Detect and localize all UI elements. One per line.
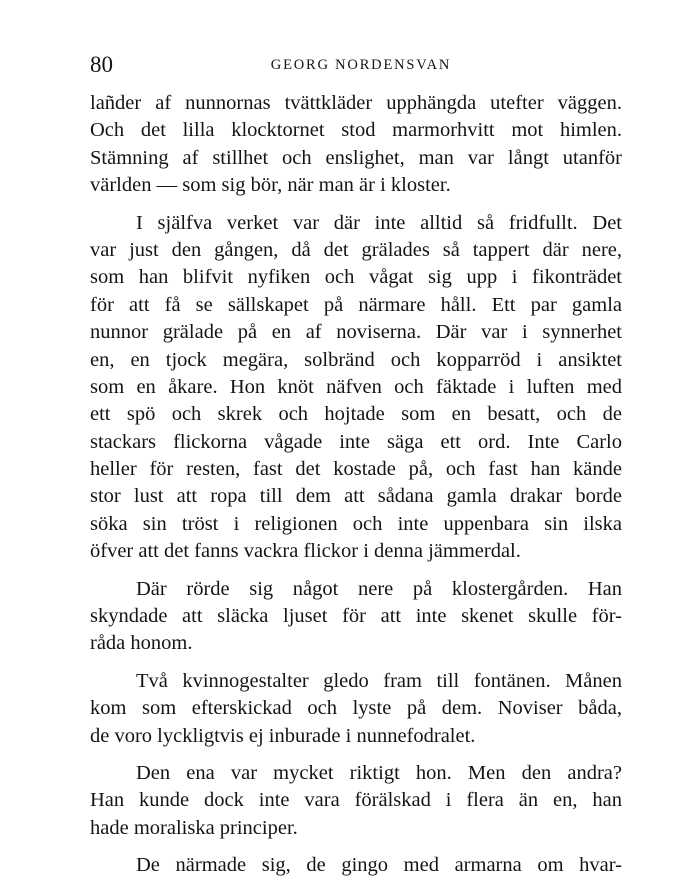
text-line: kom som efterskickad och lyste på dem. Noviser båda, <box>90 697 622 720</box>
running-head <box>90 50 622 80</box>
text-line: Den ena var mycket riktigt hon. Men den andra? <box>136 761 622 784</box>
page-number: 80 <box>90 52 113 77</box>
text-line: söka sin tröst i religionen och inte uppenbara sin ilska <box>90 512 622 535</box>
paragraph <box>90 852 622 879</box>
text-line: Och det lilla klocktornet stod marmorhvitt mot himlen. <box>90 119 622 142</box>
paragraph <box>90 668 622 750</box>
text-line: stor lust att ropa till dem att sådana gamla drakar borde <box>90 485 622 508</box>
text-line: som en åkare. Hon knöt näfven och fäktade i luften med <box>90 375 622 398</box>
paragraph <box>90 90 622 200</box>
text-line: ett spö och skrek och hojtade som en besatt, och de <box>90 403 622 426</box>
running-title: GEORG NORDENSVAN <box>270 57 452 73</box>
text-line: heller för resten, fast det kostade på, och fast han kände <box>90 458 622 481</box>
text-line: hade moraliska principer. <box>90 816 298 839</box>
text-line: stackars flickorna vågade inte säga ett ord. Inte Carlo <box>90 430 622 453</box>
text-line: öfver att det fanns vackra flickor i denna jämmerdal. <box>90 540 521 563</box>
text-line: för att få se sällskapet på närmare håll. Ett par gamla <box>90 293 622 316</box>
text-line: I själfva verket var där inte alltid så fridfullt. Det <box>136 211 622 234</box>
text-line: nunnor grälade på en af noviserna. Där var i synnerhet <box>90 321 622 344</box>
paragraph <box>90 210 622 566</box>
body-text <box>90 90 622 890</box>
text-line: De närmade sig, de gingo med armarna om hvar- <box>136 854 622 877</box>
text-line: skyndade att släcka ljuset för att inte skenet skulle för- <box>90 605 622 628</box>
paragraph <box>90 760 622 842</box>
text-line: som han blifvit nyfiken och vågat sig upp i fikonträdet <box>90 266 622 289</box>
text-line: råda honom. <box>90 632 193 655</box>
text-line: var just den gången, då det grälades så tappert där nere, <box>90 238 622 261</box>
text-line: världen — som sig bör, när man är i kloster. <box>90 174 451 197</box>
paragraph <box>90 576 622 658</box>
text-line: Där rörde sig något nere på klostergården. Han <box>136 577 622 600</box>
text-line: Två kvinnogestalter gledo fram till fontänen. Månen <box>136 669 622 692</box>
text-line: Stämning af stillhet och enslighet, man var långt utanför <box>90 146 622 169</box>
text-line: de voro lyckligtvis ej inburade i nunnefodralet. <box>90 724 476 747</box>
text-line: Han kunde dock inte vara förälskad i flera än en, han <box>90 789 622 812</box>
text-line: en, en tjock megära, solbränd och kopparröd i ansiktet <box>90 348 622 371</box>
text-line: lañder af nunnornas tvättkläder upphängda utefter väggen. <box>90 92 622 114</box>
